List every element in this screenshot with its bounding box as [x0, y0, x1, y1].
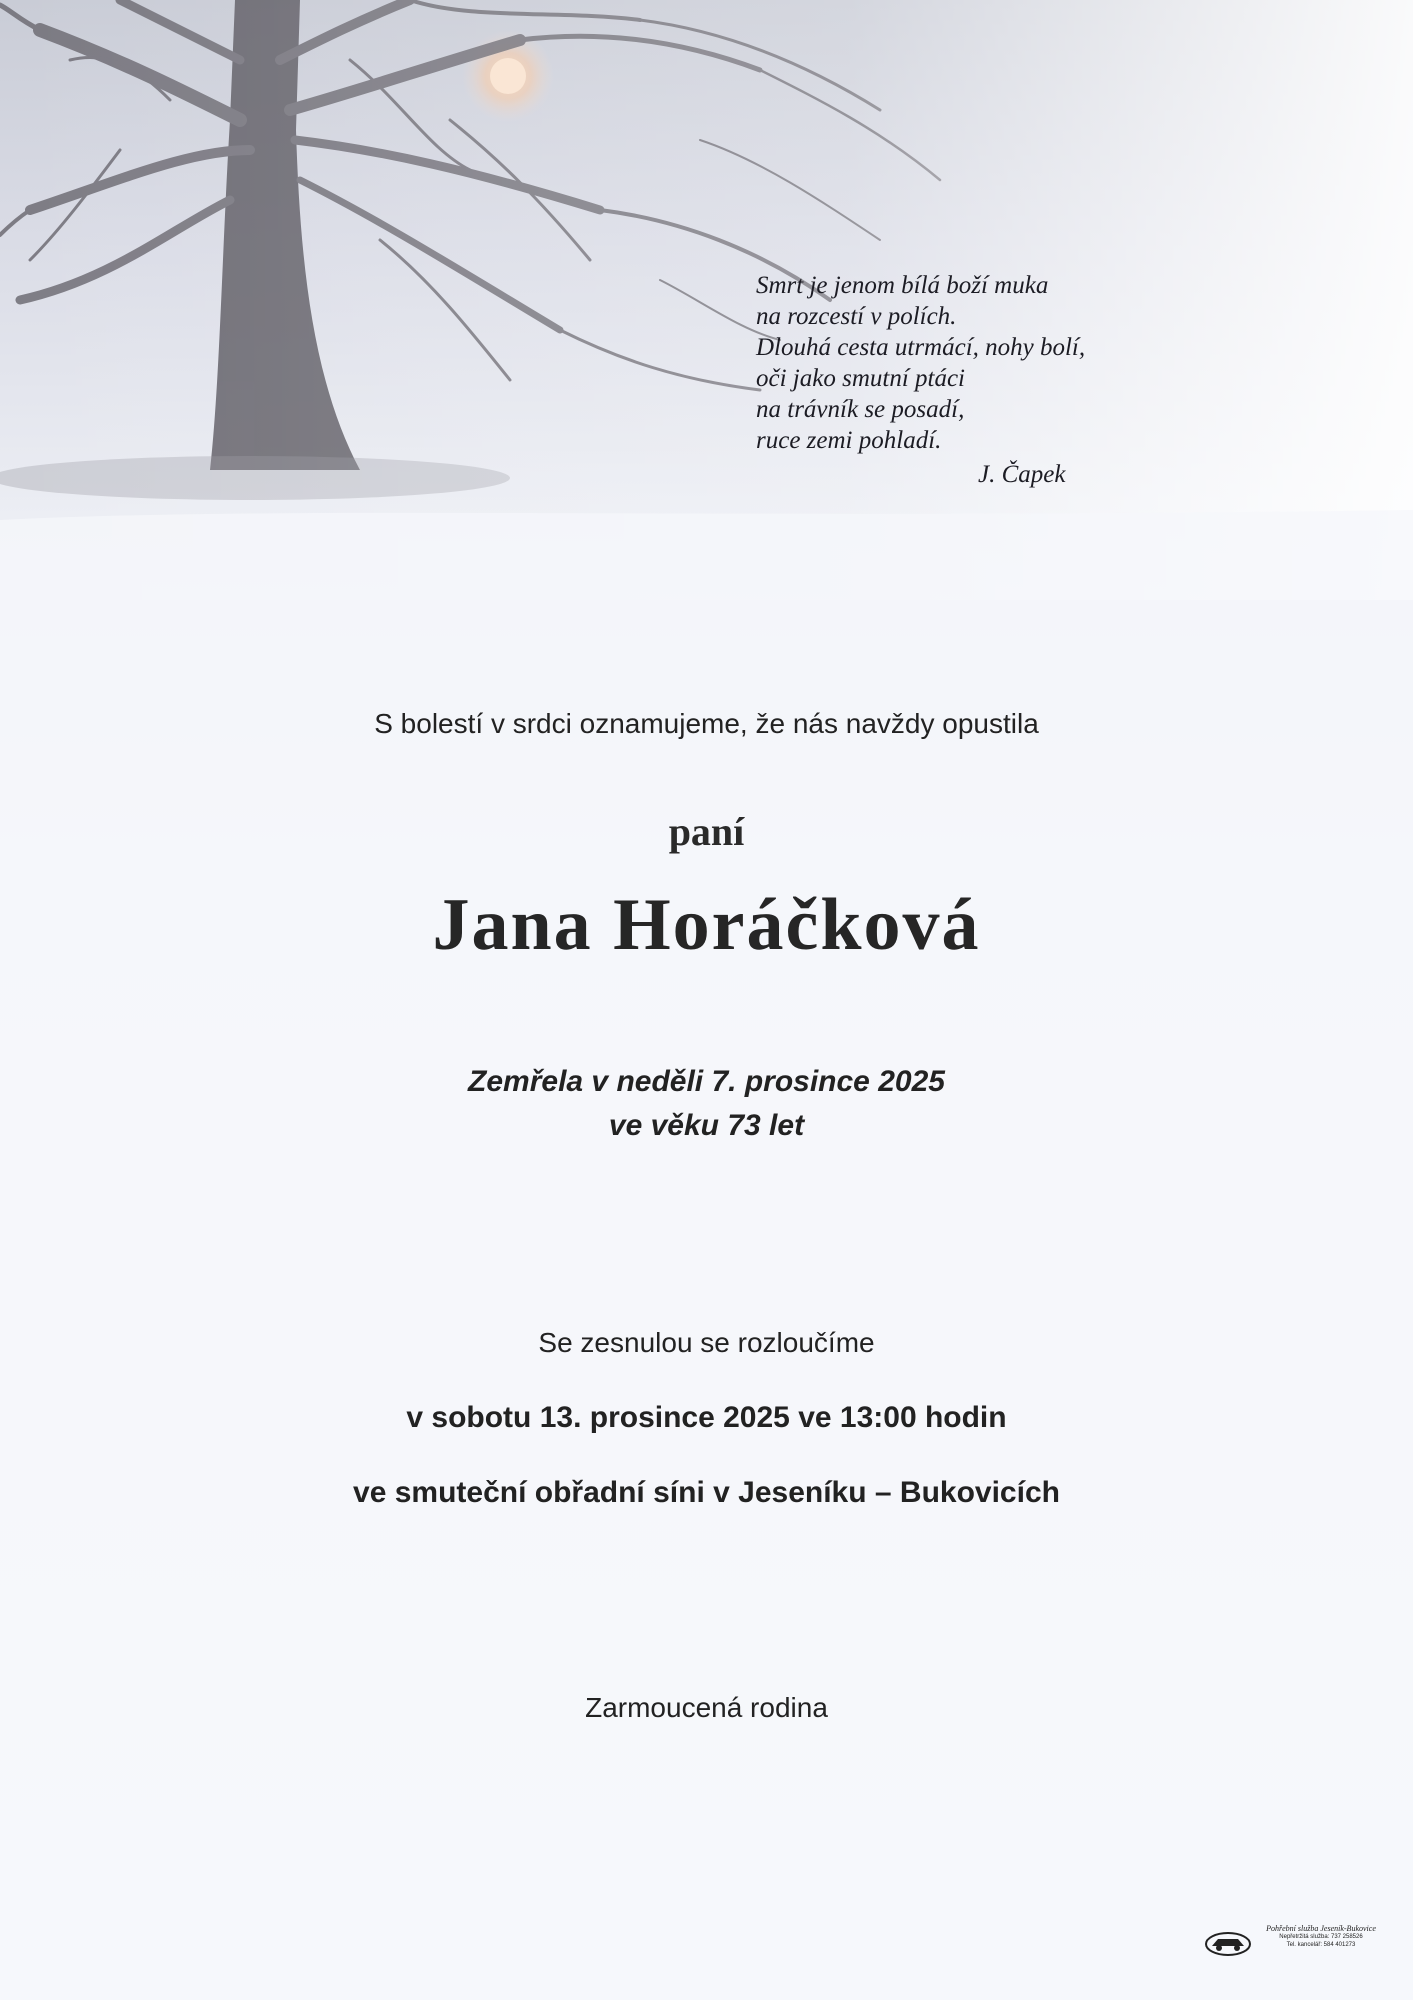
poem-quote: [756, 270, 1186, 490]
deceased-name: Jana Horáčková: [432, 884, 981, 966]
stamp-text: [1256, 1925, 1386, 1949]
stamp-nonstop: Nepřetržitá služba: 737 258526: [1279, 1934, 1363, 1940]
poem-line: Dlouhá cesta utrmácí, nohy bolí,: [756, 334, 1086, 361]
announcement-intro: S bolestí v srdci oznamujeme, že nás navždy opustila: [374, 708, 1039, 739]
death-details: [0, 1060, 1413, 1148]
funeral-service-stamp: [1204, 1925, 1384, 1959]
age-at-death: ve věku 73 let: [608, 1109, 805, 1142]
stamp-office: Tel. kancelář: 584 401273: [1286, 1942, 1356, 1948]
poem-author: J. Čapek: [978, 461, 1066, 488]
funeral-place: ve smuteční obřadní síni v Jeseníku – Bukovicích: [353, 1476, 1060, 1509]
poem-line: ruce zemi pohladí.: [756, 427, 942, 454]
poem-line: oči jako smutní ptáci: [756, 365, 965, 392]
funeral-date: v sobotu 13. prosince 2025 ve 13:00 hodin: [406, 1401, 1007, 1434]
family-signature: Zarmoucená rodina: [585, 1692, 828, 1723]
poem-line: Smrt je jenom bílá boží muka: [756, 272, 1049, 299]
death-date: Zemřela v neděli 7. prosince 2025: [468, 1065, 945, 1098]
hearse-logo-icon: [1204, 1929, 1252, 1957]
poem-line: na trávník se posadí,: [756, 396, 965, 423]
poem-line: na rozcestí v polích.: [756, 303, 957, 330]
stamp-firm: Pohřební služba Jeseník-Bukovice: [1266, 1924, 1376, 1933]
farewell-intro: Se zesnulou se rozloučíme: [538, 1327, 875, 1358]
honorific-title: paní: [668, 809, 745, 854]
